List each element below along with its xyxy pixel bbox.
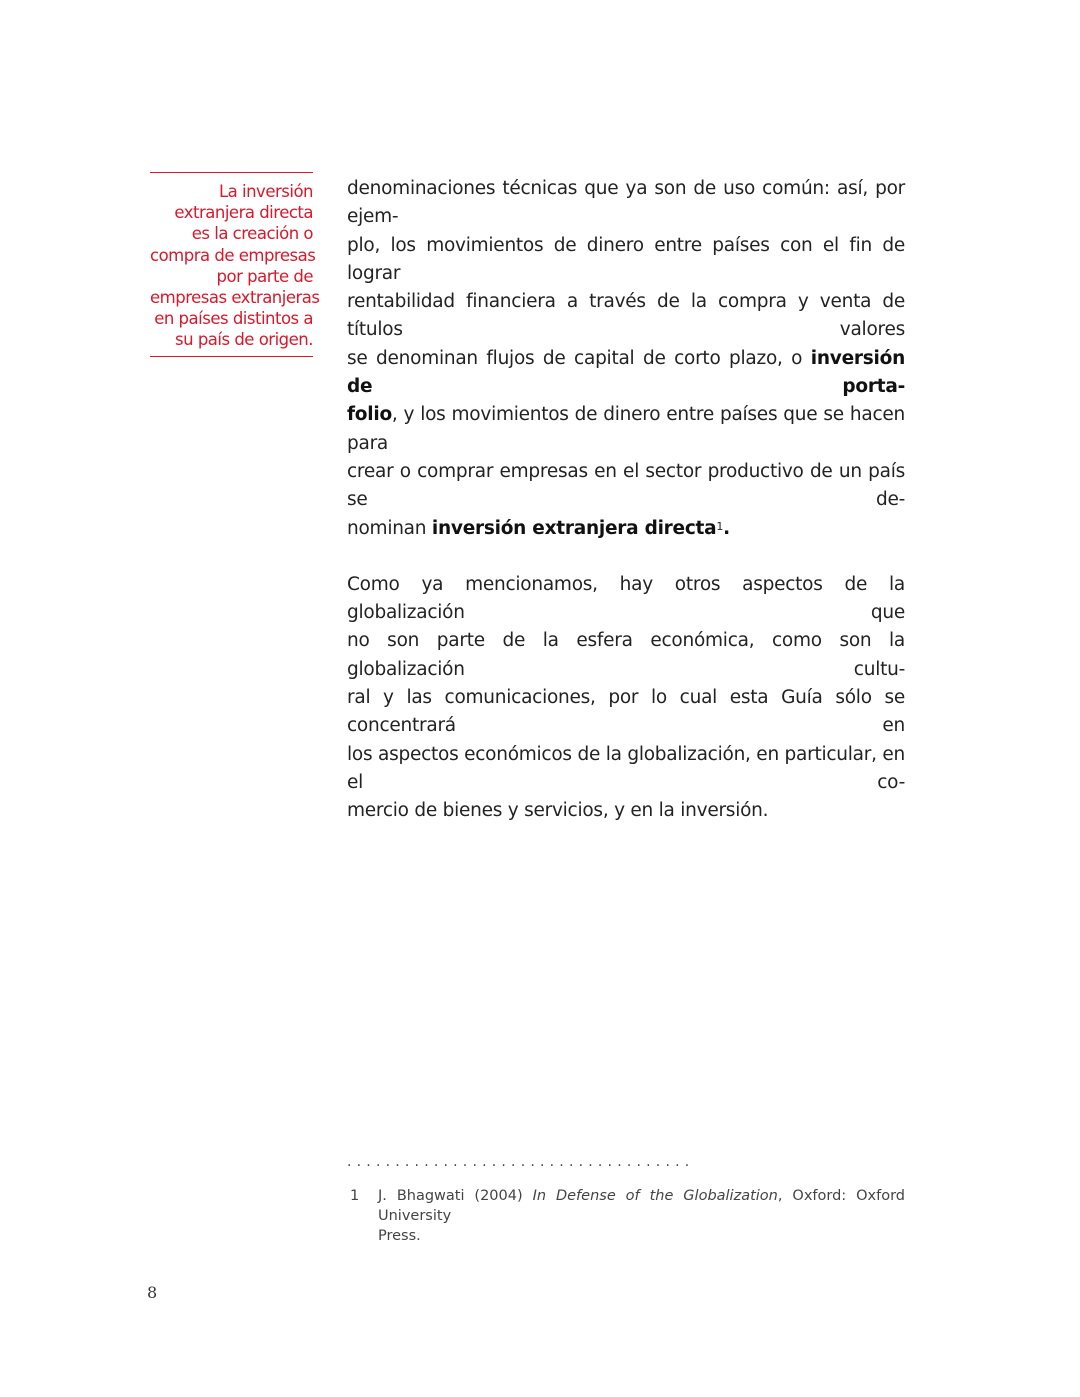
text-run: se denominan flujos de capital de corto plazo, o [347,347,811,369]
footnote-ref[interactable]: 1 [716,519,724,533]
footnote [350,1186,905,1246]
paragraph-2 [347,571,905,826]
paragraph-line: plo, los movimientos de dinero entre países con el fin de lograr [347,234,905,284]
footnote-text [378,1186,905,1246]
text-run: , y los movimientos de dinero entre países que se hacen para [347,404,905,454]
sidenote-text [150,181,320,351]
term-foreign-direct-investment: inversión extranjera directa [431,517,717,539]
main-text [347,175,905,854]
sidenote-line: empresas extranjeras [150,288,320,308]
paragraph-line: rentabilidad financiera a través de la compra y venta de títulos valores [347,291,905,341]
sidenote-line: extranjera directa [174,203,313,223]
sidenote-line: en países distintos a [154,309,313,329]
paragraph-line: mercio de bienes y servicios, y en la inversión. [347,800,769,822]
paragraph-line: denominaciones técnicas que ya son de uso común: así, por ejem- [347,178,905,228]
sidenote-line: es la creación o [191,224,313,244]
text-run: . [723,517,730,539]
term-portfolio-investment-cont: folio [347,404,392,426]
sidenote-line: su país de origen. [175,330,313,350]
paragraph-line [347,401,905,458]
paragraph-1 [347,175,905,543]
footnote-line [378,1186,905,1226]
text-run: nominan [347,517,432,539]
paragraph-line: Como ya mencionamos, hay otros aspectos de la globalización que [347,573,905,624]
book-title: In Defense of the Globalization [532,1188,778,1204]
page-number: 8 [147,1283,158,1302]
paragraph-line: ral y las comunicaciones, por lo cual esta Guía sólo se concentrará en [347,687,905,737]
text-run: , Oxford: Oxford University [378,1188,905,1224]
sidenote-line: por parte de [216,266,313,286]
footnote-line: Press. [378,1228,421,1244]
sidenote-line: La inversión [218,182,313,201]
footnote-number: 1 [350,1188,360,1204]
paragraph-line: no son parte de la esfera económica, como son la globalización cultu- [347,630,905,680]
paragraph-line [347,515,905,543]
term-portfolio-investment: inversión de porta- [347,347,905,398]
sidenote-callout [150,172,320,357]
footnote-separator: .................................... [347,1154,695,1170]
paragraph-line [347,345,905,402]
sidenote-line: compra de empresas [150,245,316,265]
paragraph-line: los aspectos económicos de la globalización, en particular, en el co- [347,743,905,793]
paragraph-line: crear o comprar empresas en el sector productivo de un país se de- [347,460,905,511]
text-run: J. Bhagwati (2004) [378,1188,533,1204]
